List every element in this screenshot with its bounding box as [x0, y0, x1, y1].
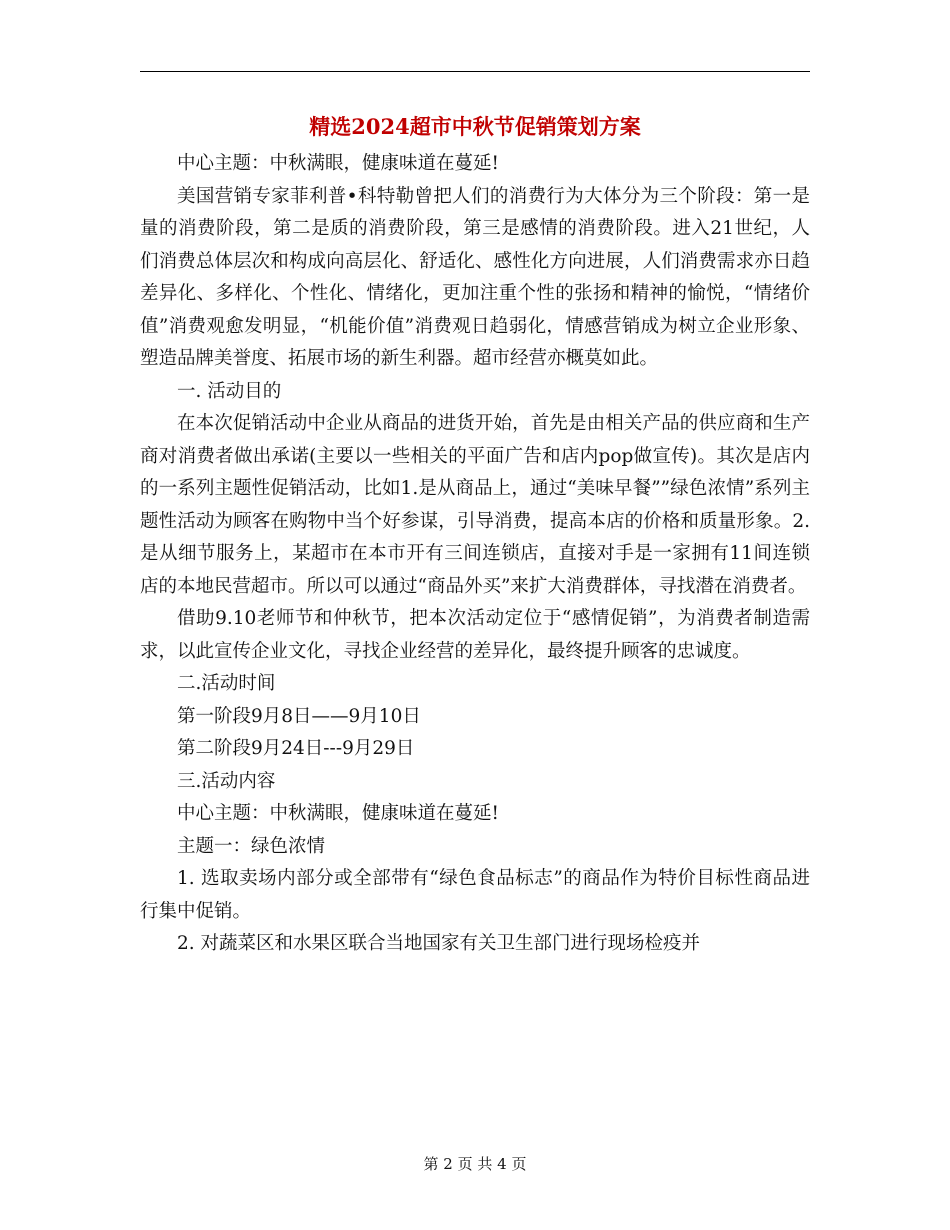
section-heading-content: 三.活动内容	[177, 770, 276, 792]
document-body	[140, 148, 810, 961]
section-heading-time: 二.活动时间	[177, 673, 276, 694]
paragraph-theme: 中心主题：中秋满眼，健康味道在蔓延!	[177, 153, 499, 174]
section-heading-purpose: 一. 活动目的	[177, 380, 282, 402]
list-item-1: 1. 选取卖场内部分或全部带有“绿色食品标志”的商品作为特价目标性商品进行集中促销。	[140, 868, 810, 922]
paragraph-theme-repeat: 中心主题：中秋满眼，健康味道在蔓延!	[177, 803, 499, 824]
header-rule	[140, 71, 810, 72]
document-title: 精选2024超市中秋节促销策划方案	[309, 114, 641, 139]
paragraph-phase-two: 第二阶段9月24日---9月29日	[177, 738, 415, 759]
subheading-theme-one: 主题一：绿色浓情	[177, 835, 326, 857]
paragraph-positioning: 借助9.10老师节和仲秋节，把本次活动定位于“感情促销”，为消费者制造需求，以此宣传企业文化，寻找企业经营的差异化，最终提升顾客的忠诚度。	[140, 608, 810, 662]
list-item-2: 2. 对蔬菜区和水果区联合当地国家有关卫生部门进行现场检疫并	[177, 933, 701, 954]
paragraph-intro: 美国营销专家菲利普•科特勒曾把人们的消费行为大体分为三个阶段：第一是量的消费阶段，第二是质的消费阶段，第三是感情的消费阶段。进入21世纪，人们消费总体层次和构成向高层化、舒适化、感性化方向进展，人们消费需求亦日趋差异化、多样化、个性化、情绪化，更加注重个性的张扬和精神的愉悦，“情绪价值”消费观愈发明显，“机能价值”消费观日趋弱化，情感营销成为树立企业形象、塑造品牌美誉度、拓展市场的新生利器。超市经营亦概莫如此。	[140, 185, 810, 369]
paragraph-purpose: 在本次促销活动中企业从商品的进货开始，首先是由相关产品的供应商和生产商对消费者做出承诺(主要以一些相关的平面广告和店内pop做宣传)。其次是店内的一系列主题性促销活动，比如1.是从商品上，通过“美味早餐””绿色浓情”系列主题性活动为顾客在购物中当个好参谋，引导消费，提高本店的价格和质量形象。2.是从细节服务上，某超市在本市开有三间连锁店，直接对手是一家拥有11间连锁店的本地民营超市。所以可以通过“商品外买”来扩大消费群体，寻找潜在消费者。	[140, 413, 810, 597]
paragraph-phase-one: 第一阶段9月8日——9月10日	[177, 705, 421, 727]
page-footer: 第 2 页 共 4 页	[423, 1155, 527, 1173]
